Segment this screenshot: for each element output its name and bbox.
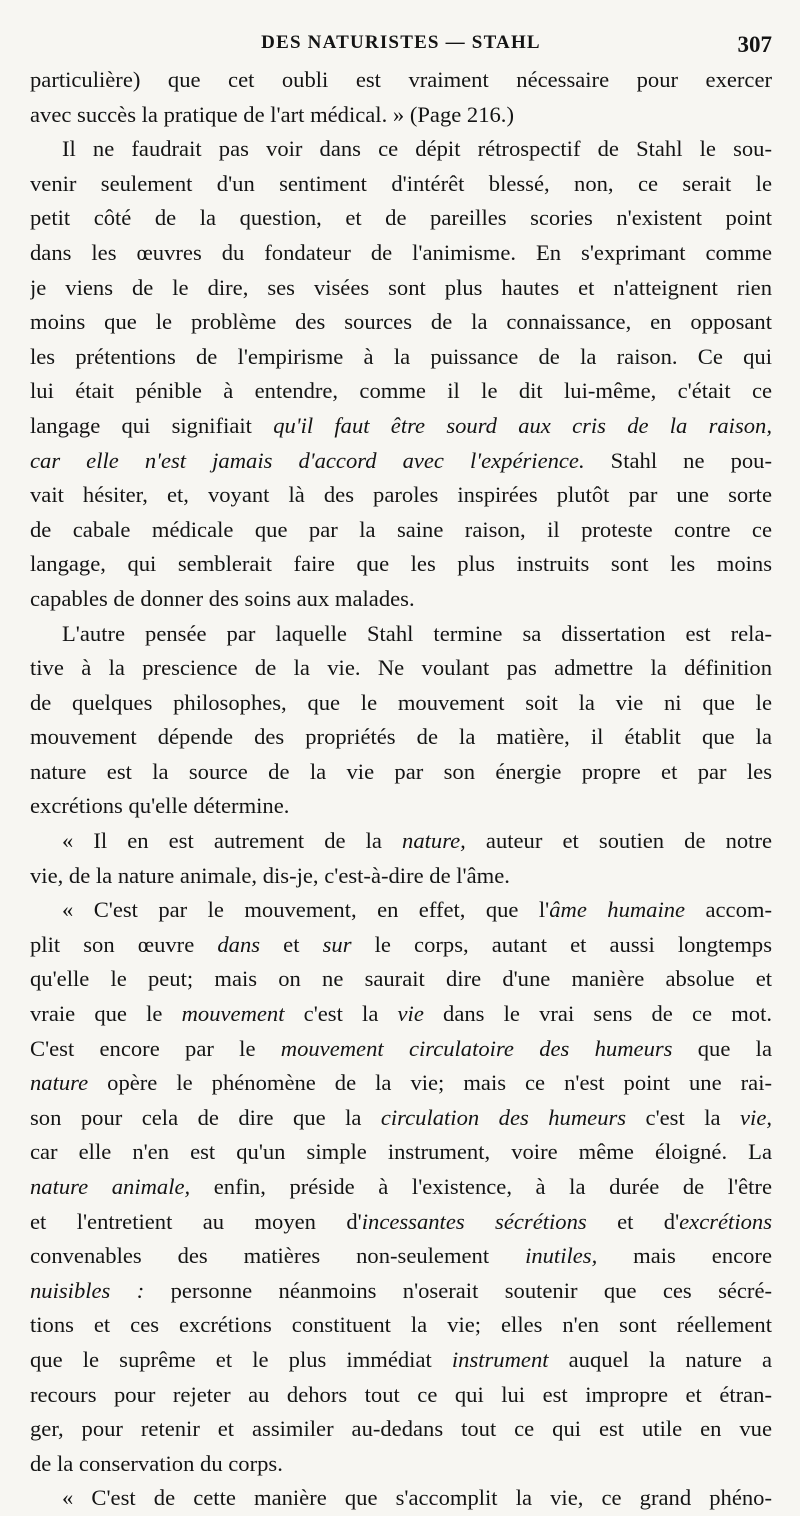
text-line: de la conservation du corps. bbox=[30, 1450, 283, 1476]
text-line: qu'elle le peut; mais on ne saurait dire d'une manière absolue et bbox=[30, 966, 772, 992]
text-line: tions et ces excrétions constituent la vie; elles n'en sont réellement bbox=[30, 1312, 772, 1338]
text-line: moins que le problème des sources de la connaissance, en opposant bbox=[30, 309, 772, 335]
text-line: de quelques philosophes, que le mouvement soit la vie ni que le bbox=[30, 689, 772, 715]
text-line: car elle n'est jamais d'accord avec l'expérience. Stahl ne pou- bbox=[30, 447, 772, 473]
text-line: vraie que le mouvement c'est la vie dans le vrai sens de ce mot. bbox=[30, 1001, 772, 1027]
text-line: avec succès la pratique de l'art médical. » (Page 216.) bbox=[30, 101, 514, 127]
running-title: DES NATURISTES — STAHL bbox=[261, 32, 541, 53]
text-line: mouvement dépende des propriétés de la matière, il établit que la bbox=[30, 724, 772, 750]
text-line: son pour cela de dire que la circulation des humeurs c'est la vie, bbox=[30, 1104, 772, 1130]
text-line: vie, de la nature animale, dis-je, c'est-à-dire de l'âme. bbox=[30, 862, 510, 888]
text-line: lui était pénible à entendre, comme il le dit lui-même, c'était ce bbox=[30, 378, 772, 404]
text-line: je viens de le dire, ses visées sont plus hautes et n'atteignent rien bbox=[30, 274, 772, 300]
text-line: nature opère le phénomène de la vie; mais ce n'est point une rai- bbox=[30, 1070, 772, 1096]
text-line: que le suprême et le plus immédiat instrument auquel la nature a bbox=[30, 1346, 772, 1372]
text-line: L'autre pensée par laquelle Stahl termine sa dissertation est rela- bbox=[62, 620, 772, 646]
page-number: 307 bbox=[737, 32, 772, 57]
text-line: de cabale médicale que par la saine raison, il proteste contre ce bbox=[30, 516, 772, 542]
text-line: ger, pour retenir et assimiler au-dedans tout ce qui est utile en vue bbox=[30, 1416, 772, 1442]
text-line: nature animale, enfin, préside à l'existence, à la durée de l'être bbox=[30, 1174, 772, 1199]
text-line: nuisibles : personne néanmoins n'oserait soutenir que ces sécré- bbox=[30, 1277, 772, 1303]
text-line: C'est encore par le mouvement circulatoire des humeurs que la bbox=[30, 1035, 772, 1061]
text-line: « C'est par le mouvement, en effet, que l'âme humaine accom- bbox=[62, 897, 772, 923]
text-line: petit côté de la question, et de pareilles scories n'existent point bbox=[30, 205, 772, 231]
text-line: particulière) que cet oubli est vraiment nécessaire pour exercer bbox=[30, 67, 772, 92]
text-line: venir seulement d'un sentiment d'intérêt blessé, non, ce serait le bbox=[30, 170, 772, 196]
text-line: car elle n'en est qu'un simple instrument, voire même éloigné. La bbox=[30, 1139, 772, 1165]
text-line: convenables des matières non-seulement inutiles, mais encore bbox=[30, 1243, 772, 1269]
text-line: langage, qui semblerait faire que les plus instruits sont les moins bbox=[30, 551, 772, 577]
text-line: dans les œuvres du fondateur de l'animisme. En s'exprimant comme bbox=[30, 239, 772, 265]
text-line: capables de donner des soins aux malades. bbox=[30, 585, 415, 611]
text-line: vait hésiter, et, voyant là des paroles inspirées plutôt par une sorte bbox=[30, 482, 772, 508]
text-line: les prétentions de l'empirisme à la puissance de la raison. Ce qui bbox=[30, 343, 772, 369]
text-line: recours pour rejeter au dehors tout ce qui lui est impropre et étran- bbox=[30, 1381, 772, 1407]
text-line: « C'est de cette manière que s'accomplit la vie, ce grand phéno- bbox=[62, 1485, 772, 1511]
text-line: « Il en est autrement de la nature, auteur et soutien de notre bbox=[62, 828, 772, 854]
text-line: Il ne faudrait pas voir dans ce dépit rétrospectif de Stahl le sou- bbox=[62, 136, 772, 162]
body-text bbox=[30, 63, 772, 1516]
text-line: tive à la prescience de la vie. Ne voulant pas admettre la définition bbox=[30, 655, 772, 681]
running-head bbox=[30, 32, 772, 62]
text-line: nature est la source de la vie par son énergie propre et par les bbox=[30, 758, 772, 784]
text-line: et l'entretient au moyen d'incessantes sécrétions et d'excrétions bbox=[30, 1208, 772, 1234]
text-line: langage qui signifiait qu'il faut être sourd aux cris de la raison, bbox=[30, 412, 772, 438]
text-line: plit son œuvre dans et sur le corps, autant et aussi longtemps bbox=[30, 931, 772, 957]
text-line: excrétions qu'elle détermine. bbox=[30, 793, 290, 819]
